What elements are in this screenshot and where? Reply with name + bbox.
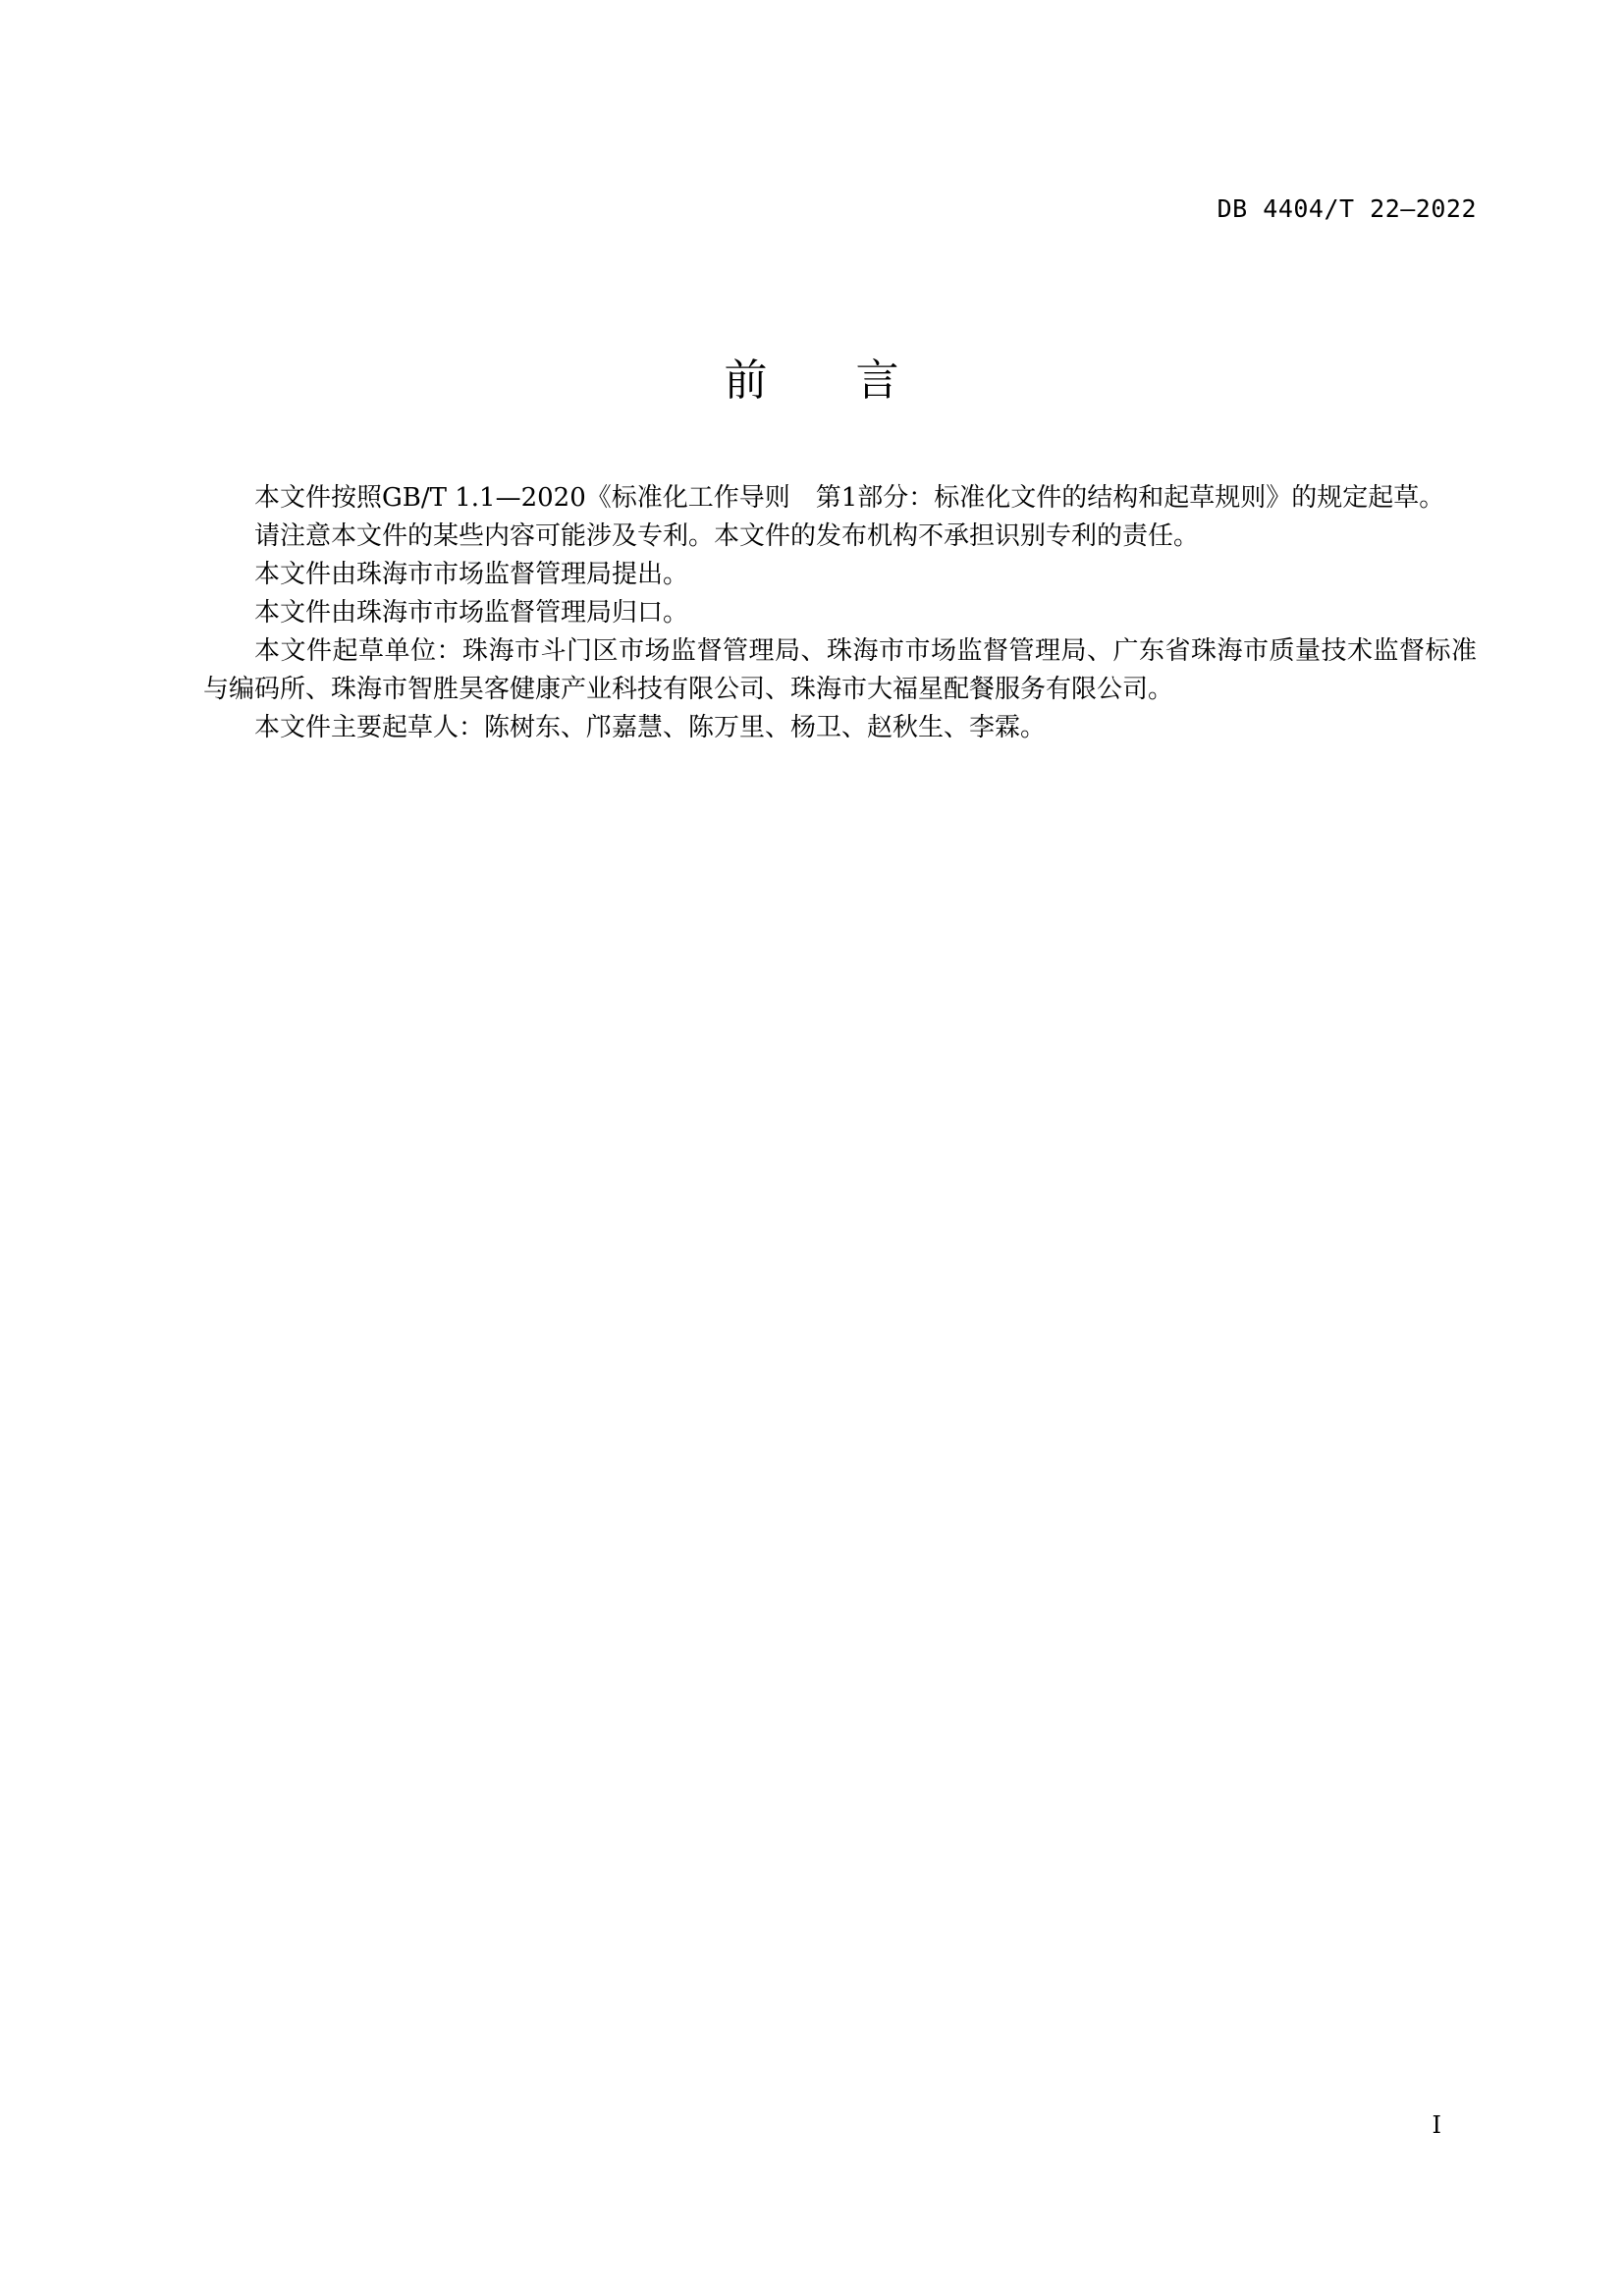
paragraph-proposer: 本文件由珠海市市场监督管理局提出。 bbox=[254, 560, 689, 589]
paragraph-drafting-basis: 本文件按照GB/T 1.1—2020《标准化工作导则 第1部分：标准化文件的结构和起草规则》的规定起草。 bbox=[254, 483, 1445, 513]
foreword-body bbox=[203, 479, 1477, 747]
paragraph-patent-notice: 请注意本文件的某些内容可能涉及专利。本文件的发布机构不承担识别专利的责任。 bbox=[254, 521, 1200, 551]
page-title-char-1: 前 bbox=[724, 355, 768, 406]
paragraph-drafters: 本文件主要起草人：陈树东、邝嘉慧、陈万里、杨卫、赵秋生、李霖。 bbox=[254, 713, 1047, 742]
standard-code: DB 4404/T 22—2022 bbox=[1217, 194, 1477, 223]
page-number: I bbox=[1432, 2111, 1441, 2139]
paragraph-drafting-units: 本文件起草单位：珠海市斗门区市场监督管理局、珠海市市场监督管理局、广东省珠海市质量技术监督标准与编码所、珠海市智胜昊客健康产业科技有限公司、珠海市大福星配餐服务有限公司。 bbox=[203, 636, 1477, 704]
page-title bbox=[0, 345, 1623, 408]
page-title-char-2: 言 bbox=[855, 355, 899, 406]
paragraph-centralized-unit: 本文件由珠海市市场监督管理局归口。 bbox=[254, 598, 689, 628]
